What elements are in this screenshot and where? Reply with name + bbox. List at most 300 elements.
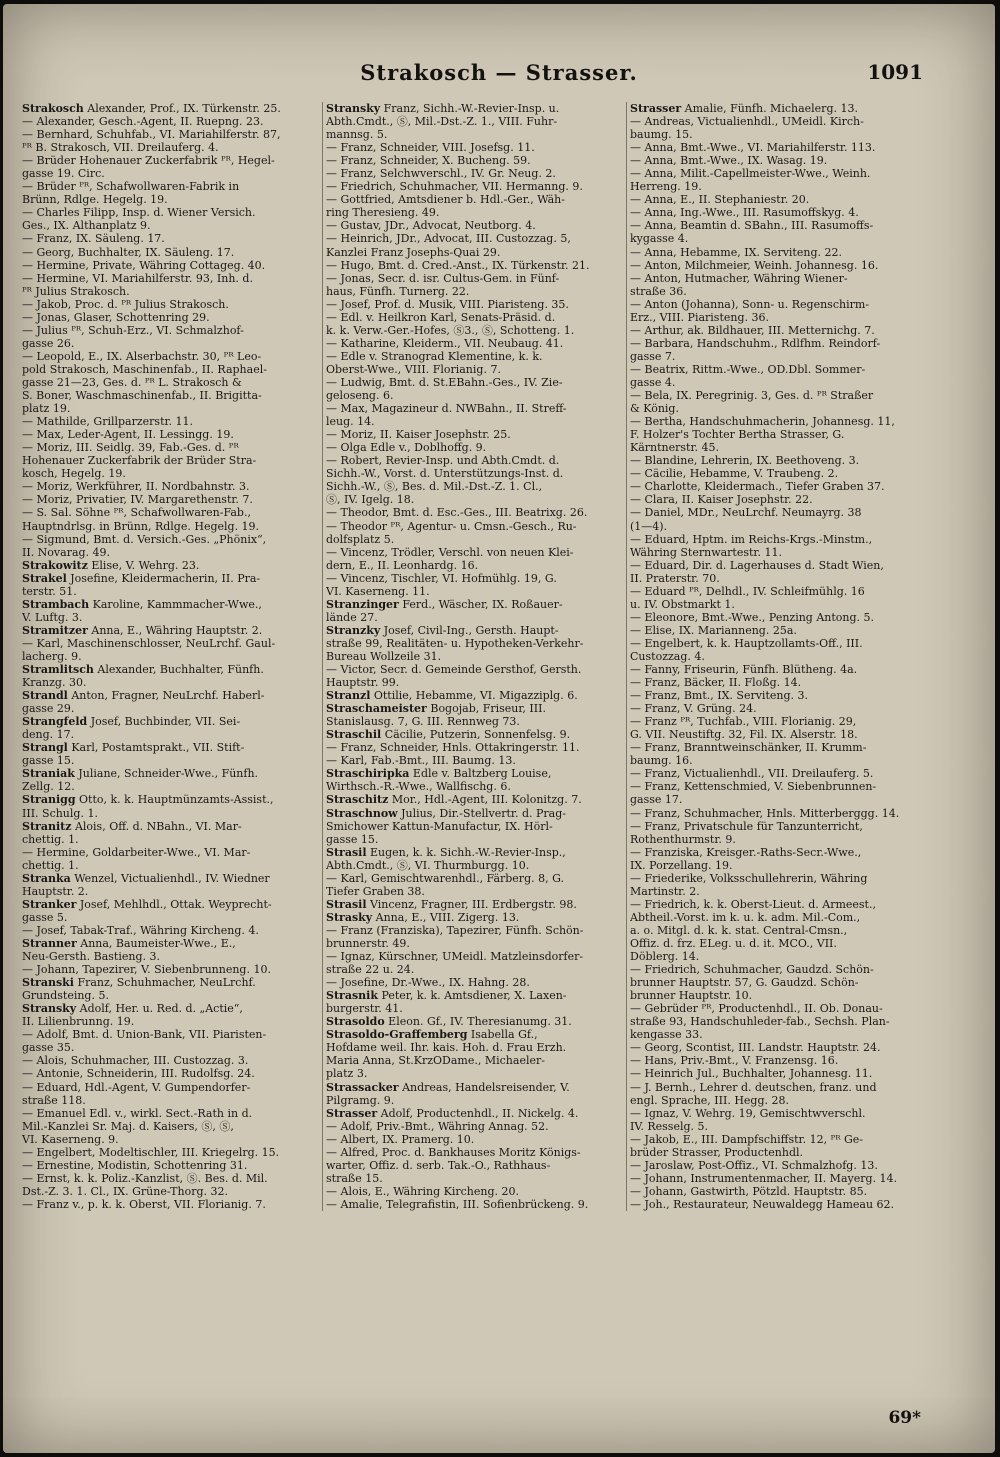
entry-line	[326, 780, 620, 793]
entry-line	[630, 350, 924, 363]
entry-line	[22, 754, 316, 767]
entry-line	[630, 637, 924, 650]
entry-line	[630, 128, 924, 141]
entry-line	[630, 232, 924, 245]
entry-text: chettig. 1.	[22, 858, 79, 872]
entry-line	[326, 846, 620, 859]
entry-line	[22, 219, 316, 232]
entry-line	[630, 246, 924, 259]
entry-text: dern, E., II. Leonhardg. 16.	[326, 558, 479, 572]
entry-text: — Ernst, k. k. Poliz.-Kanzlist, Ⓢ. Bes. d. Mil.	[22, 1171, 268, 1185]
entry-line	[326, 702, 620, 715]
entry-text: terstr. 51.	[22, 584, 77, 598]
entry-text: Hofdame weil. Ihr. kais. Hoh. d. Frau Erzh.	[326, 1041, 567, 1055]
entry-text: Karl, Postamtsprakt., VII. Stift-	[67, 741, 245, 755]
entry-text: — Jakob, Proc. d. ᴾᴿ Julius Strakosch.	[22, 297, 229, 311]
entry-text: — Franz, Schuhmacher, Hnls. Mitterberggg. 14.	[630, 806, 900, 820]
entry-text: — Albert, IX. Pramerg. 10.	[326, 1132, 475, 1146]
entry-text: Sichh.-W., Vorst. d. Unterstützungs-Inst. d.	[326, 467, 564, 481]
entry-text: — Franz, Selchwverschl., IV. Gr. Neug. 2.	[326, 167, 556, 181]
entry-text: gasse 15.	[326, 832, 379, 846]
entry-text: — Hans, Priv.-Bmt., V. Franzensg. 16.	[630, 1054, 839, 1068]
entry-text: & König.	[630, 402, 679, 416]
entry-text: G. VII. Neustiftg. 32, Fil. IX. Alserstr. 18.	[630, 728, 858, 742]
entry-text: — Katharine, Kleiderm., VII. Neubaug. 41.	[326, 336, 564, 350]
entry-line	[326, 206, 620, 219]
entry-text: Adolf, Productenhdl., II. Nickelg. 4.	[377, 1106, 579, 1120]
entry-text: IV. Resselg. 5.	[630, 1119, 708, 1133]
entry-line	[326, 963, 620, 976]
entry-line	[630, 376, 924, 389]
entry-line	[22, 715, 316, 728]
entry-line	[22, 180, 316, 193]
entry-text: — Gustav, JDr., Advocat, Neutborg. 4.	[326, 219, 536, 233]
entry-line	[22, 1120, 316, 1133]
entry-text: IX. Porzellang. 19.	[630, 858, 733, 872]
entry-line	[326, 1002, 620, 1015]
entry-line	[326, 989, 620, 1002]
entry-line	[630, 1185, 924, 1198]
entry-text: Kärntnerstr. 45.	[630, 441, 719, 455]
entry-text: — Brüder ᴾᴿ, Schafwollwaren-Fabrik in	[22, 180, 240, 194]
entry-text: — Leopold, E., IX. Alserbachstr. 30, ᴾᴿ Leo-	[22, 349, 262, 363]
entry-text: platz 3.	[326, 1067, 368, 1081]
entry-line	[630, 663, 924, 676]
entry-text: — Anton (Johanna), Sonn- u. Regenschirm-	[630, 297, 869, 311]
entry-text: — Anna, Milit.-Capellmeister-Wwe., Weinh.	[630, 167, 871, 181]
entry-line	[22, 585, 316, 598]
entry-text: — Eduard, Dir. d. Lagerhauses d. Stadt Wien,	[630, 558, 884, 572]
entry-text: Hauptndrlsg. in Brünn, Rdlge. Hegelg. 19.	[22, 519, 260, 533]
entry-line	[326, 611, 620, 624]
entry-line	[22, 546, 316, 559]
entry-line	[326, 833, 620, 846]
entry-text: — Johann, Instrumentenmacher, II. Mayerg. 14.	[630, 1171, 898, 1185]
entry-text: gasse 19. Circ.	[22, 167, 105, 181]
entry-line	[22, 937, 316, 950]
entry-text: S. Boner, Waschmaschinenfab., II. Brigitta-	[22, 389, 262, 403]
surname-heading: Strasoldo-Graffemberg	[326, 1028, 468, 1042]
entry-text: — Josefine, Dr.-Wwe., IX. Hahng. 28.	[326, 976, 530, 990]
entry-line	[630, 389, 924, 402]
entry-text: — Jonas, Glaser, Schottenring 29.	[22, 310, 210, 324]
entry-line	[630, 820, 924, 833]
entry-text: — Adolf, Bmt. d. Union-Bank, VII. Piaristen-	[22, 1028, 267, 1042]
entry-line	[326, 180, 620, 193]
entry-text: (1—4).	[630, 519, 668, 533]
entry-text: Hohenauer Zuckerfabrik der Brüder Stra-	[22, 454, 257, 468]
entry-line	[326, 637, 620, 650]
entry-text: Ferd., Wäscher, IX. Roßauer-	[398, 597, 563, 611]
entry-text: — Franz, Bäcker, II. Floßg. 14.	[630, 676, 802, 690]
entry-text: Adolf, Her. u. Red. d. „Actie“,	[76, 1002, 243, 1016]
entry-text: Währing Sternwartestr. 11.	[630, 545, 782, 559]
entry-text: — Beatrix, Rittm.-Wwe., OD.Dbl. Sommer-	[630, 362, 866, 376]
entry-text: — Julius ᴾᴿ, Schuh-Erz., VI. Schmalzhof-	[22, 323, 244, 337]
entry-line	[630, 1094, 924, 1107]
entry-line	[22, 141, 316, 154]
entry-line	[630, 937, 924, 950]
surname-heading: Strassacker	[326, 1080, 399, 1094]
entry-text: — Adolf, Priv.-Bmt., Währing Annag. 52.	[326, 1119, 549, 1133]
entry-line	[630, 1159, 924, 1172]
column-left	[22, 102, 316, 1211]
entry-line	[22, 415, 316, 428]
entry-text: Ges., IX. Althanplatz 9.	[22, 219, 151, 233]
entry-text: Brünn, Rdlge. Hegelg. 19.	[22, 193, 168, 207]
entry-text: brunner Hauptstr. 57, G. Gaudzd. Schön-	[630, 976, 859, 990]
entry-line	[630, 1067, 924, 1080]
entry-text: Julius, Dir.-Stellvertr. d. Prag-	[397, 806, 566, 820]
surname-heading: Straschil	[326, 728, 382, 742]
entry-line	[22, 428, 316, 441]
entry-text: Alexander, Prof., IX. Türkenstr. 25.	[83, 102, 281, 115]
entry-line	[22, 506, 316, 519]
entry-text: baumg. 16.	[630, 754, 693, 768]
entry-text: Josef, Buchbinder, VII. Sei-	[87, 715, 241, 729]
entry-line	[22, 324, 316, 337]
entry-text: ring Theresieng. 49.	[326, 206, 440, 220]
entry-line	[22, 363, 316, 376]
entry-text: — Franz, Schneider, Hnls. Ottakringerstr. 11.	[326, 741, 580, 755]
entry-line	[630, 702, 924, 715]
surname-heading: Stramlitsch	[22, 663, 94, 677]
entry-text: — Josef, Prof. d. Musik, VIII. Piaristeng. 35.	[326, 297, 569, 311]
entry-text: u. IV. Obstmarkt 1.	[630, 597, 735, 611]
entry-line	[326, 872, 620, 885]
entry-line	[326, 324, 620, 337]
entry-line	[22, 1067, 316, 1080]
entry-text: gasse 15.	[22, 754, 75, 768]
entry-line	[22, 1015, 316, 1028]
entry-line	[326, 663, 620, 676]
entry-text: — Friedrich, Schuhmacher, Gaudzd. Schön-	[630, 963, 874, 977]
entry-line	[630, 624, 924, 637]
entry-line	[326, 1146, 620, 1159]
entry-line	[326, 1172, 620, 1185]
entry-text: brunner Hauptstr. 10.	[630, 989, 753, 1003]
entry-text: kosch, Hegelg. 19.	[22, 467, 126, 481]
entry-line	[22, 1094, 316, 1107]
entry-text: III. Schulg. 1.	[22, 806, 98, 820]
entry-text: straße 93, Handschuhleder-fab., Sechsh. Plan-	[630, 1015, 890, 1029]
entry-text: — Alfred, Proc. d. Bankhauses Moritz Königs-	[326, 1145, 581, 1159]
entry-text: Alois, Off. d. NBahn., VI. Mar-	[71, 819, 242, 833]
entry-text: — Theodor ᴾᴿ, Agentur- u. Cmsn.-Gesch., Ru-	[326, 519, 577, 533]
entry-text: Hauptstr. 99.	[326, 676, 400, 690]
entry-line	[22, 885, 316, 898]
entry-text: — Sigmund, Bmt. d. Versich.-Ges. „Phönix“,	[22, 532, 267, 546]
entry-line	[22, 689, 316, 702]
directory-columns	[22, 102, 924, 1211]
entry-line	[22, 350, 316, 363]
entry-line	[630, 324, 924, 337]
entry-line	[326, 232, 620, 245]
entry-line	[326, 493, 620, 506]
entry-line	[630, 493, 924, 506]
entry-text: haus, Fünfh. Turnerg. 22.	[326, 284, 470, 298]
entry-line	[630, 780, 924, 793]
entry-line	[326, 546, 620, 559]
entry-text: — Max, Leder-Agent, II. Lessingg. 19.	[22, 428, 234, 442]
entry-line	[22, 702, 316, 715]
entry-text: Eleon. Gf., IV. Theresianumg. 31.	[384, 1015, 572, 1029]
entry-line	[326, 193, 620, 206]
entry-text: Abtheil.-Vorst. im k. u. k. adm. Mil.-Com.,	[630, 910, 861, 924]
entry-text: — Georg, Scontist, III. Landstr. Hauptstr. 24.	[630, 1041, 881, 1055]
entry-line	[22, 637, 316, 650]
entry-line	[326, 585, 620, 598]
surname-heading: Straschitz	[326, 793, 389, 807]
entry-text: Kranzg. 30.	[22, 676, 87, 690]
entry-line	[22, 767, 316, 780]
entry-line	[326, 1081, 620, 1094]
entry-line	[22, 259, 316, 272]
entry-line	[22, 1146, 316, 1159]
entry-line	[22, 337, 316, 350]
entry-text: brüder Strasser, Productenhdl.	[630, 1145, 804, 1159]
entry-text: Anton, Fragner, NeuLrchf. Haberl-	[67, 689, 265, 703]
entry-line	[22, 128, 316, 141]
entry-text: Josef, Civil-Ing., Gersth. Haupt-	[380, 623, 559, 637]
entry-line	[326, 1094, 620, 1107]
surname-heading: Straschnow	[326, 806, 398, 820]
entry-text: Alexander, Buchhalter, Fünfh.	[93, 663, 264, 677]
entry-text: Hauptstr. 2.	[22, 884, 89, 898]
entry-text: — Anton, Hutmacher, Währing Wiener-	[630, 271, 848, 285]
entry-line	[630, 206, 924, 219]
entry-text: — Joh., Restaurateur, Neuwaldegg Hameau 62.	[630, 1197, 895, 1211]
entry-text: Eugen, k. k. Sichh.-W.-Revier-Insp.,	[366, 845, 566, 859]
entry-text: gasse 35.	[22, 1041, 75, 1055]
entry-text: — Franz, Bmt., IX. Serviteng. 3.	[630, 689, 808, 703]
entry-text: Franz, Schuhmacher, NeuLrchf.	[73, 976, 256, 990]
entry-text: Smichower Kattun-Manufactur, IX. Hörl-	[326, 819, 553, 833]
entry-line	[22, 520, 316, 533]
entry-text: — Franz, Schneider, X. Bucheng. 59.	[326, 154, 531, 168]
entry-text: — Ludwig, Bmt. d. St.EBahn.-Ges., IV. Zie-	[326, 375, 563, 389]
entry-line	[326, 415, 620, 428]
entry-text: platz 19.	[22, 402, 71, 416]
entry-line	[630, 1054, 924, 1067]
signature-mark: 69*	[888, 1408, 921, 1428]
entry-text: — Heinrich Jul., Buchhalter, Johannesg. 11.	[630, 1067, 873, 1081]
entry-line	[22, 376, 316, 389]
entry-text: lände 27.	[326, 610, 378, 624]
entry-text: Mor., Hdl.-Agent, III. Kolonitzg. 7.	[388, 793, 582, 807]
page-header	[3, 60, 995, 100]
entry-text: — Johann, Tapezirer, V. Siebenbrunneng. 10.	[22, 963, 271, 977]
entry-text: burgerstr. 41.	[326, 1002, 403, 1016]
entry-line	[326, 598, 620, 611]
entry-line	[326, 767, 620, 780]
entry-line	[326, 141, 620, 154]
entry-line	[22, 793, 316, 806]
entry-text: — Eduard ᴾᴿ, Delhdl., IV. Schleifmühlg. 16	[630, 584, 865, 598]
entry-line	[22, 1107, 316, 1120]
entry-line	[630, 807, 924, 820]
entry-line	[22, 493, 316, 506]
entry-text: kygasse 4.	[630, 232, 689, 246]
entry-text: F. Holzer's Tochter Bertha Strasser, G.	[630, 428, 845, 442]
entry-text: — Engelbert, Modeltischler, III. Kriegelrg. 15.	[22, 1145, 280, 1159]
entry-line	[630, 833, 924, 846]
entry-text: — Georg, Buchhalter, IX. Säuleng. 17.	[22, 245, 235, 259]
entry-text: Martinstr. 2.	[630, 884, 700, 898]
entry-line	[326, 167, 620, 180]
entry-text: — Emanuel Edl. v., wirkl. Sect.-Rath in d.	[22, 1106, 253, 1120]
entry-text: Dst.-Z. 3. 1. Cl., IX. Grüne-Thorg. 32.	[22, 1184, 228, 1198]
entry-text: pold Strakosch, Maschinenfab., II. Raphael-	[22, 362, 267, 376]
entry-line	[326, 950, 620, 963]
entry-line	[22, 989, 316, 1002]
surname-heading: Strasoldo	[326, 1015, 385, 1029]
entry-line	[326, 102, 620, 115]
entry-text: Vincenz, Fragner, III. Erdbergstr. 98.	[366, 897, 577, 911]
entry-text: Andreas, Handelsreisender, V.	[398, 1080, 570, 1094]
entry-line	[630, 141, 924, 154]
entry-line	[22, 833, 316, 846]
entry-text: — Anna, Ing.-Wwe., III. Rasumoffskyg. 4.	[630, 206, 859, 220]
entry-line	[22, 1185, 316, 1198]
entry-text: gasse 17.	[630, 793, 683, 807]
entry-text: dolfsplatz 5.	[326, 532, 395, 546]
entry-line	[630, 1133, 924, 1146]
entry-line	[22, 911, 316, 924]
surname-heading: Strangl	[22, 741, 68, 755]
surname-heading: Strangfeld	[22, 715, 88, 729]
surname-heading: Strasser	[630, 102, 682, 115]
entry-text: Rothenthurmstr. 9.	[630, 832, 736, 846]
entry-text: — Jaroslaw, Post-Offiz., VI. Schmalzhofg. 13.	[630, 1158, 878, 1172]
entry-text: Bureau Wollzeile 31.	[326, 649, 442, 663]
entry-line	[326, 976, 620, 989]
entry-text: Anna, Baumeister-Wwe., E.,	[76, 937, 236, 950]
entry-line	[326, 1198, 620, 1211]
entry-text: — Hermine, Private, Währing Cottageg. 40.	[22, 258, 266, 272]
entry-text: — Alois, E., Währing Kircheng. 20.	[326, 1184, 520, 1198]
entry-line	[326, 259, 620, 272]
entry-text: — Franziska, Kreisger.-Raths-Secr.-Wwe.,	[630, 845, 862, 859]
entry-line	[326, 128, 620, 141]
entry-line	[326, 898, 620, 911]
surname-heading: Straniak	[22, 767, 75, 781]
surname-heading: Stranner	[22, 937, 77, 950]
entry-line	[630, 520, 924, 533]
entry-text: Mil.-Kanzlei Sr. Maj. d. Kaisers, Ⓢ, Ⓢ,	[22, 1119, 234, 1133]
entry-line	[630, 754, 924, 767]
entry-text: — Barbara, Handschuhm., Rdlfhm. Reindorf-	[630, 336, 881, 350]
entry-text: — Charles Filipp, Insp. d. Wiener Versich.	[22, 206, 256, 220]
entry-line	[630, 115, 924, 128]
entry-text: — Friedrich, k. k. Oberst-Lieut. d. Armeest.,	[630, 897, 876, 911]
entry-line	[630, 911, 924, 924]
entry-text: warter, Offiz. d. serb. Tak.-O., Rathhaus-	[326, 1158, 551, 1172]
entry-text: — Karl, Gemischtwarenhdl., Färberg. 8, G.	[326, 871, 564, 885]
entry-line	[326, 363, 620, 376]
entry-line	[326, 859, 620, 872]
entry-line	[22, 872, 316, 885]
entry-line	[22, 728, 316, 741]
entry-text: Zellg. 12.	[22, 780, 75, 794]
entry-text: — Edle v. Stranograd Klementine, k. k.	[326, 349, 543, 363]
entry-text: — Hugo, Bmt. d. Cred.-Anst., IX. Türkenstr. 21.	[326, 258, 590, 272]
entry-line	[326, 754, 620, 767]
entry-line	[326, 820, 620, 833]
entry-line	[22, 624, 316, 637]
entry-line	[326, 350, 620, 363]
entry-text: Ⓢ, IV. Igelg. 18.	[326, 493, 415, 507]
surname-heading: Stransky	[22, 1002, 77, 1016]
entry-line	[630, 415, 924, 428]
entry-text: — Friedrich, Schuhmacher, VII. Hermanng. 9.	[326, 180, 583, 194]
entry-text: Franz, Sichh.-W.-Revier-Insp. u.	[380, 102, 560, 115]
entry-text: Wenzel, Victualienhdl., IV. Wiedner	[70, 871, 270, 885]
entry-line	[22, 859, 316, 872]
entry-text: brunnerstr. 49.	[326, 937, 410, 950]
entry-line	[630, 546, 924, 559]
entry-line	[326, 1015, 620, 1028]
entry-line	[630, 859, 924, 872]
entry-text: — Mathilde, Grillparzerstr. 11.	[22, 415, 194, 429]
surname-heading: Straschiripka	[326, 767, 410, 781]
entry-text: — Anna, Hebamme, IX. Serviteng. 22.	[630, 245, 842, 259]
entry-text: — Moriz, II. Kaiser Josephstr. 25.	[326, 428, 511, 442]
entry-line	[22, 572, 316, 585]
entry-line	[630, 976, 924, 989]
entry-line	[630, 572, 924, 585]
entry-text: — Bertha, Handschuhmacherin, Johannesg. 11,	[630, 415, 895, 429]
entry-line	[22, 963, 316, 976]
entry-text: — Victor, Secr. d. Gemeinde Gersthof, Gersth.	[326, 663, 582, 677]
surname-heading: Strasser	[326, 1106, 378, 1120]
entry-line	[630, 167, 924, 180]
entry-text: Grundsteing. 5.	[22, 989, 109, 1003]
entry-line	[326, 924, 620, 937]
entry-text: gasse 29.	[22, 702, 75, 716]
entry-line	[630, 676, 924, 689]
entry-line	[22, 846, 316, 859]
entry-line	[22, 559, 316, 572]
surname-heading: Strasil	[326, 897, 367, 911]
entry-line	[630, 559, 924, 572]
surname-heading: Strasky	[326, 910, 373, 924]
entry-line	[630, 337, 924, 350]
entry-line	[630, 259, 924, 272]
entry-text: II. Novarag. 49.	[22, 545, 111, 559]
entry-text: — Bernhard, Schuhfab., VI. Mariahilferstr. 87,	[22, 128, 281, 142]
entry-text: k. k. Verw.-Ger.-Hofes, Ⓢ3., Ⓢ, Schotteng. 1.	[326, 323, 575, 337]
entry-text: — Johann, Gastwirth, Pötzld. Hauptstr. 85.	[630, 1184, 868, 1198]
entry-line	[326, 572, 620, 585]
entry-text: straße 15.	[326, 1171, 383, 1185]
entry-text: Isabella Gf.,	[467, 1028, 538, 1042]
entry-text: — Alexander, Gesch.-Agent, II. Ruepng. 23.	[22, 115, 264, 129]
entry-line	[22, 1133, 316, 1146]
entry-line	[22, 976, 316, 989]
entry-line	[326, 506, 620, 519]
entry-line	[326, 1185, 620, 1198]
entry-text: gasse 26.	[22, 336, 75, 350]
entry-text: — Eduard, Hdl.-Agent, V. Gumpendorfer-	[22, 1080, 251, 1094]
entry-text: Maria Anna, St.KrzODame., Michaeler-	[326, 1054, 545, 1068]
entry-text: — Vincenz, Trödler, Verschl. von neuen Klei-	[326, 545, 574, 559]
entry-text: — Robert, Revier-Insp. und Abth.Cmdt. d.	[326, 454, 560, 468]
entry-text: Stanislausg. 7, G. III. Rennweg 73.	[326, 715, 520, 729]
entry-text: Döblerg. 14.	[630, 950, 700, 964]
entry-text: — Ignaz, Kürschner, UMeidl. Matzleinsdorfer-	[326, 950, 584, 964]
entry-line	[22, 950, 316, 963]
